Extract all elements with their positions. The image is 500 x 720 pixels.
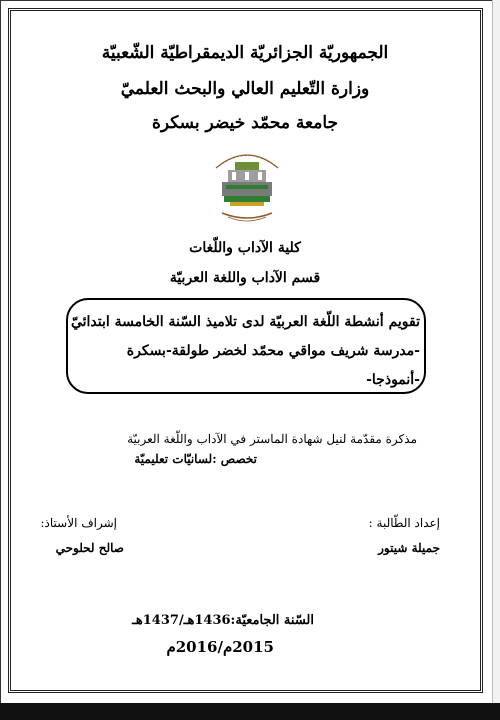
university-logo-icon xyxy=(208,140,286,228)
thesis-title-line-2: -مدرسة شريف مواقي محمّد لخضر طولقة-بسكرة xyxy=(126,343,420,359)
prepared-by-label: إعداد الطّالبة : xyxy=(368,516,440,530)
supervisor-label: إشراف الأستاذ: xyxy=(40,516,117,530)
department-name: قسم الآداب واللغة العربيّة xyxy=(169,270,321,286)
faculty-name: كلية الآداب واللّغات xyxy=(189,240,301,256)
academic-year-hijri: السّنة الجامعيّة:1436هـ/1437هـ xyxy=(132,613,314,628)
ministry-title: وزارة التّعليم العالي والبحث العلميّ xyxy=(120,79,370,99)
thesis-title-line-1: تقويم أنشطة اللّغة العربيّة لدى تلاميذ السّنة الخامسة ابتدائيّ xyxy=(70,314,420,330)
thesis-title-line-3: -أنموذجا- xyxy=(366,372,420,388)
university-title: جامعة محمّد خيضر بسكرة xyxy=(151,113,339,133)
memo-statement: مذكرة مقدّمة لنيل شهادة الماستر في الآداب واللّغة العربيّة xyxy=(127,432,417,446)
student-name: جميلة شيتور xyxy=(378,541,440,555)
vertical-scrollbar[interactable] xyxy=(492,0,500,703)
academic-year-gregorian: 2015م/2016م xyxy=(166,638,274,656)
specialty: تخصص :لسانيّات تعليميّة xyxy=(134,452,257,466)
bottom-bar xyxy=(0,703,500,720)
republic-title: الجمهوريّة الجزائريّة الديمقراطيّة الشّعبيّة xyxy=(101,43,389,63)
supervisor-name: صالح لحلوحي xyxy=(55,541,124,555)
